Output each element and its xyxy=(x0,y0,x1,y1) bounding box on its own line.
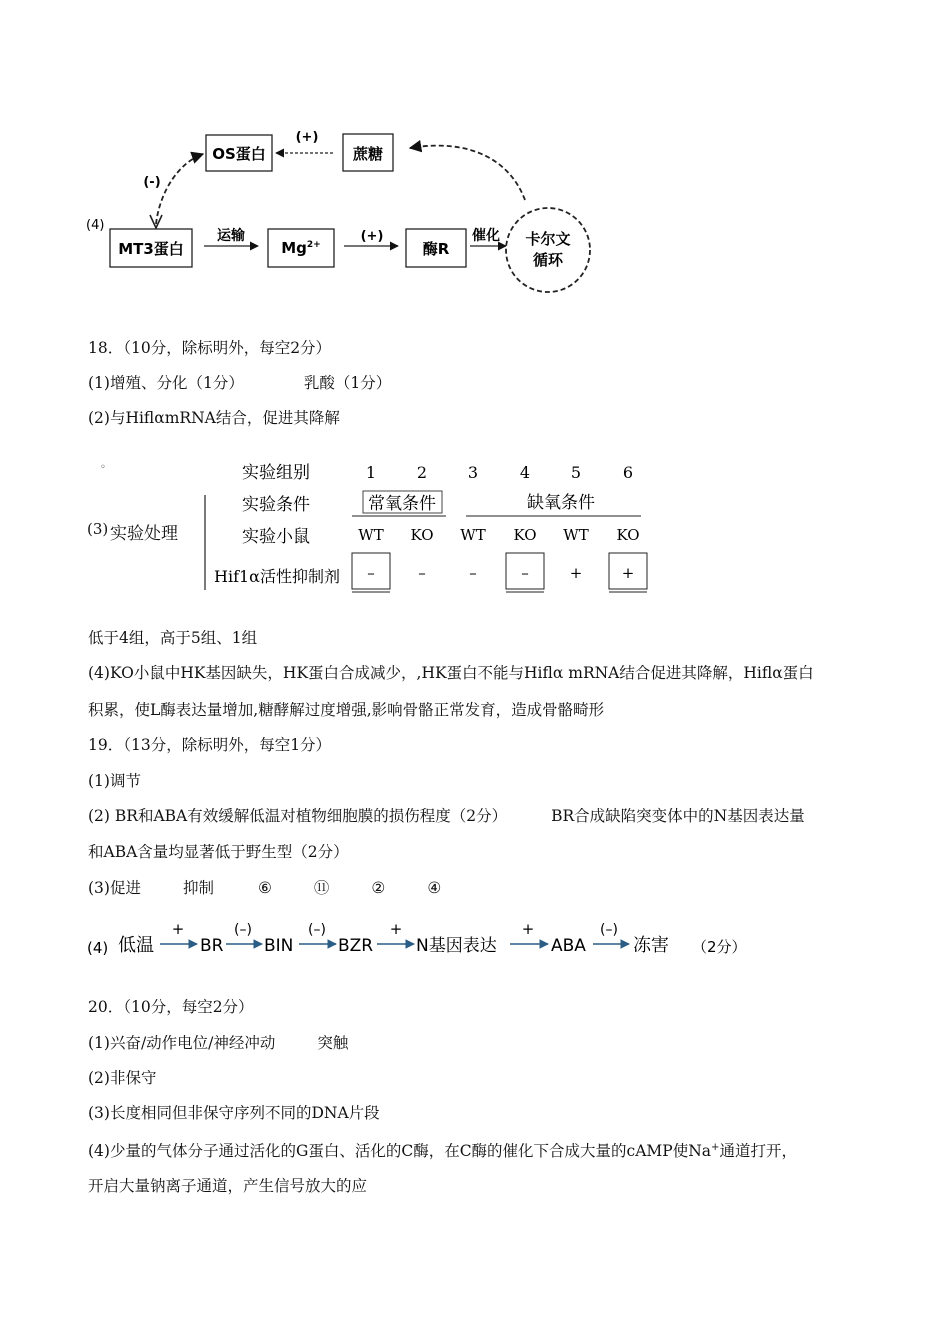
q19-answer-3-item: 抑制 xyxy=(182,879,214,897)
chain-node-bzr: BZR xyxy=(338,936,374,956)
q20-answer-4a: (4)少量的气体分子通过活化的G蛋白、活化的C酶，在C酶的催化下合成大量的cAMP使Na xyxy=(88,1142,712,1161)
q18-answer-1a: (1)增殖、分化（1分） xyxy=(88,374,244,392)
q18-title: 18．（10分，除标明外，每空2分） xyxy=(88,339,332,357)
chain-sign-6: (–) xyxy=(600,922,618,938)
chain-node-bin: BIN xyxy=(264,936,294,956)
plus-top-label: (+) xyxy=(295,130,319,145)
hypoxia-label: 缺氧条件 xyxy=(527,493,595,513)
enzyme-r-label: 酶R xyxy=(422,240,450,258)
inhibitor-5: + xyxy=(569,564,583,582)
inhibitor-3: – xyxy=(469,564,477,582)
q19-answer-2b: BR合成缺陷突变体中的N基因表达量 xyxy=(551,807,805,825)
calvin-label-2: 循环 xyxy=(532,251,564,269)
mouse-4: KO xyxy=(513,526,537,544)
normoxia-label: 常氧条件 xyxy=(368,494,436,514)
q18-answer-3-result: 低于4组，高于5组、1组 xyxy=(88,629,258,647)
inhibitor-2: – xyxy=(418,564,426,582)
q20-answer-1b: 突触 xyxy=(317,1034,349,1052)
q20-answer-2: (2)非保守 xyxy=(88,1069,157,1087)
transport-label: 运输 xyxy=(217,228,245,244)
calvin-to-sucrose-curve xyxy=(410,146,525,200)
q20-answer-4-sup: + xyxy=(711,1142,720,1153)
inhibitor-6: + xyxy=(621,564,635,582)
chain-score: （2分） xyxy=(692,938,747,956)
q19-answer-3 xyxy=(88,878,441,898)
chain-number: (4) xyxy=(87,939,109,957)
q19-answer-3-item: ⑥ xyxy=(257,879,272,897)
row-header-condition: 实验条件 xyxy=(242,495,310,515)
chain-sign-2: (–) xyxy=(234,922,252,938)
q19-title: 19．（13分，除标明外，每空1分） xyxy=(88,736,332,754)
q18-answer-4-line2: 积累，使L酶表达量增加,糖酵解过度增强,影响骨骼正常发育，造成骨骼畸形 xyxy=(88,701,605,719)
q18-answer-3-number: (3) xyxy=(87,520,109,538)
q20-answer-3: (3)长度相同但非保守序列不同的DNA片段 xyxy=(88,1104,380,1122)
diagram-number: (4) xyxy=(86,218,105,233)
group-num-5: 5 xyxy=(570,463,582,482)
q19-answer-2-line2: 和ABA含量均显著低于野生型（2分） xyxy=(88,843,349,861)
group-num-3: 3 xyxy=(467,463,479,482)
group-num-6: 6 xyxy=(622,463,634,482)
q18-answer-4-line1: (4)KO小鼠中HK基因缺失，HK蛋白合成减少，,HK蛋白不能与Hiflα mRNA结合促进其降解，Hiflα蛋白 xyxy=(88,664,814,682)
row-header-mouse: 实验小鼠 xyxy=(242,527,310,547)
group-num-4: 4 xyxy=(519,463,531,482)
q18-tick-mark: ◦ xyxy=(100,462,106,473)
q19-answer-3-item: ⑪ xyxy=(313,879,330,897)
mouse-5: WT xyxy=(563,526,589,544)
q19-answer-3-item: ④ xyxy=(427,879,442,897)
chain-node-n-gene: N基因表达 xyxy=(416,936,497,956)
plus-mid-label: (+) xyxy=(360,229,384,244)
q19-answer-1: (1)调节 xyxy=(88,772,141,790)
q19-answer-2a: (2) BR和ABA有效缓解低温对植物细胞膜的损伤程度（2分） xyxy=(88,807,508,825)
q19-answer-2-line1 xyxy=(88,806,805,826)
inhibitor-1: – xyxy=(367,564,375,582)
q18-answer-2: (2)与HiflαmRNA结合，促进其降解 xyxy=(88,409,340,427)
q20-answer-4-line1 xyxy=(88,1138,797,1161)
chain-sign-3: (–) xyxy=(308,922,326,938)
q20-answer-1 xyxy=(88,1033,348,1053)
chain-sign-5: + xyxy=(521,920,535,938)
row-header-group: 实验组别 xyxy=(242,463,310,483)
os-protein-label: OS蛋白 xyxy=(212,145,266,163)
chain-sign-1: + xyxy=(171,920,185,938)
q20-title: 20．（10分，每空2分） xyxy=(88,998,254,1016)
chain-node-br: BR xyxy=(200,936,224,956)
catalyze-label: 催化 xyxy=(472,228,500,244)
q18-answer-3-label: 实验处理 xyxy=(110,524,178,544)
mouse-6: KO xyxy=(616,526,640,544)
mouse-3: WT xyxy=(460,526,486,544)
q19-answer-3-item: (3)促进 xyxy=(88,879,141,897)
group-num-2: 2 xyxy=(416,463,428,482)
mt3-protein-label: MT3蛋白 xyxy=(118,240,184,258)
chain-node-freeze: 冻害 xyxy=(633,935,669,956)
signal-chain xyxy=(0,912,950,962)
q20-answer-4-line2: 开启大量钠离子通道，产生信号放大的应 xyxy=(88,1177,368,1195)
inhibitor-4: – xyxy=(521,564,529,582)
group-num-1: 1 xyxy=(365,463,377,482)
q20-answer-4b: 通道打开， xyxy=(719,1142,797,1161)
q18-answer-1b: 乳酸（1分） xyxy=(303,374,392,392)
mouse-1: WT xyxy=(358,526,384,544)
mg-label: $Mg^{2+}$ xyxy=(281,239,321,257)
row-header-inhibitor: Hif1α活性抑制剂 xyxy=(214,567,340,586)
regulation-diagram xyxy=(0,100,950,310)
chain-node-cold: 低温 xyxy=(118,935,154,956)
chain-node-aba: ABA xyxy=(551,936,586,956)
calvin-cycle-circle xyxy=(506,208,590,292)
q18-answer-1 xyxy=(88,373,391,393)
mouse-2: KO xyxy=(410,526,434,544)
sucrose-label: 蔗糖 xyxy=(352,145,384,163)
experiment-table xyxy=(0,455,950,600)
calvin-label-1: 卡尔文 xyxy=(525,230,571,248)
q20-answer-1a: (1)兴奋/动作电位/神经冲动 xyxy=(88,1034,276,1052)
minus-left-label: (-) xyxy=(143,175,161,190)
q19-answer-3-item: ② xyxy=(371,879,386,897)
mt3-to-os-curve xyxy=(156,154,203,224)
chain-sign-4: + xyxy=(389,920,403,938)
